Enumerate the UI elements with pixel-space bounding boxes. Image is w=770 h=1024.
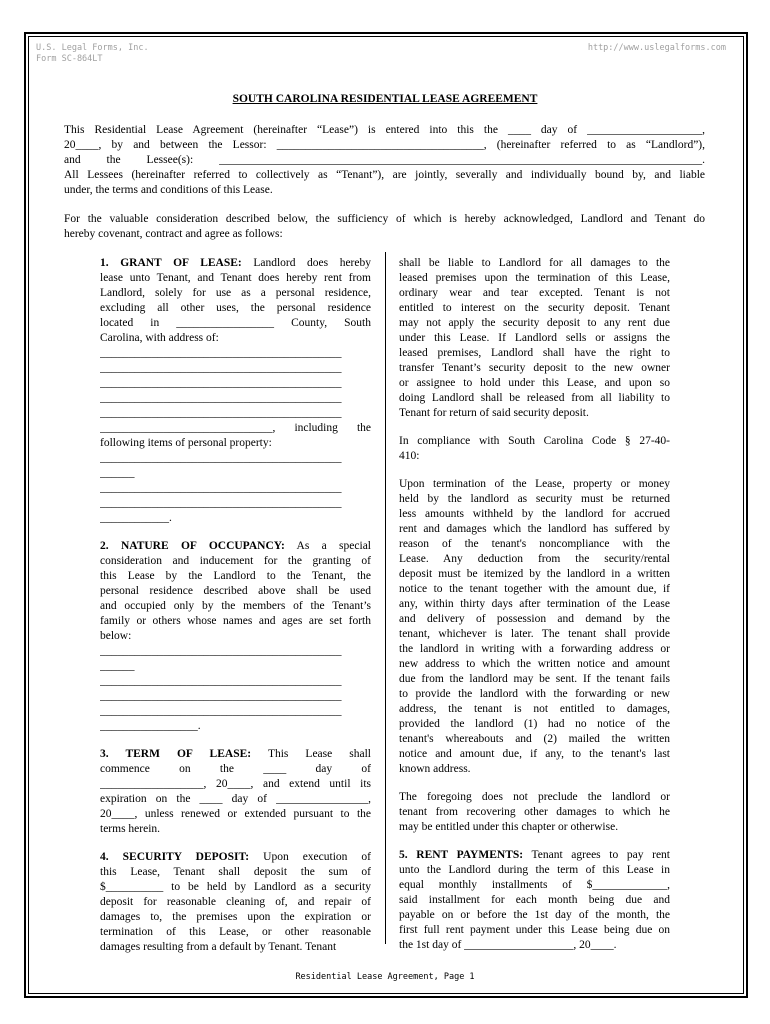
text-line: equal monthly installments of $_____________, xyxy=(399,879,670,891)
text-line: __________________________________________ xyxy=(100,497,342,509)
text-line: ordinary wear and tear excepted. Tenant is not xyxy=(399,287,670,299)
text-line: doing Landlord shall be released from all liability to xyxy=(399,392,670,404)
text-line: and occupied only by the members of the Tenant’s xyxy=(100,600,371,612)
text-line: __________________________________________ xyxy=(100,362,342,374)
text-line: __________________________________________ xyxy=(100,392,342,404)
text-line: known address. xyxy=(399,763,471,775)
intro-line-1: This Residential Lease Agreement (hereinafter “Lease”) is entered into this the ____ day of ____________________, xyxy=(64,124,705,136)
text-line: Landlord, solely for use as a personal residence, xyxy=(100,287,371,299)
text-line: deposit for reasonable cleaning of, and repair of xyxy=(100,896,371,908)
section-1-first-line xyxy=(100,256,371,271)
text-line: due from the landlord may be sent. If the tenant fails xyxy=(399,673,670,685)
text-line: notice to the tenant together with the amount due, if xyxy=(399,583,670,595)
text-line: leased premises upon the termination of this Lease, xyxy=(399,272,670,284)
text-line: personal residence described above shall be used xyxy=(100,585,371,597)
text-line: 410: xyxy=(399,450,420,462)
section-4-heading: 4. SECURITY DEPOSIT: xyxy=(100,851,250,863)
section-5-text: Tenant agrees to pay rent xyxy=(531,849,670,861)
text-line: rent and damages which the landlord has suffered by xyxy=(399,523,670,535)
text-line: ______ xyxy=(100,467,135,479)
text-line: said installment for each month being due and xyxy=(399,894,670,906)
text-line: The foregoing does not preclude the landlord or xyxy=(399,791,670,803)
text-line: payable on or before the 1st day of the month, the xyxy=(399,909,670,921)
text-line: __________________________________________ xyxy=(100,690,342,702)
text-line: tenant, whichever is later. The tenant shall provide xyxy=(399,628,670,640)
text-line: excluding all other uses, the personal residence xyxy=(100,302,371,314)
header-company: U.S. Legal Forms, Inc. xyxy=(36,43,149,53)
text-line: ______ xyxy=(100,660,135,672)
text-line: to provide the landlord with the forwarding or new xyxy=(399,688,670,700)
text-line: damages to, the premises upon the expiration or xyxy=(100,911,371,923)
text-line: held by the landlord as security must be returned xyxy=(399,493,670,505)
text-line: this Lease by the Landlord to the Tenant, the xyxy=(100,570,371,582)
statute-paragraph xyxy=(399,477,670,777)
text-line: Carolina, with address of: xyxy=(100,332,219,344)
section-4-first-line xyxy=(100,850,371,865)
section-2-body xyxy=(100,554,371,734)
foregoing-paragraph xyxy=(399,790,670,835)
sc-code-paragraph xyxy=(399,434,670,464)
text-line: following items of personal property: xyxy=(100,437,272,449)
text-line: __________________________________________ xyxy=(100,407,342,419)
text-line: ______________________________, including the xyxy=(100,422,371,434)
text-line: In compliance with South Carolina Code § 27-40- xyxy=(399,435,670,447)
text-line: the landlord in writing with a forwarding address or xyxy=(399,643,670,655)
text-line: notice and amount due, if any, to the tenant's last xyxy=(399,748,670,760)
text-line: provided the landlord (1) had no notice of the xyxy=(399,718,670,730)
text-line: located in _________________ County, South xyxy=(100,317,371,329)
text-line: family or others whose names and ages are set forth xyxy=(100,615,371,627)
text-line: any, within thirty days after termination of the Lease xyxy=(399,598,670,610)
text-line: __________________________________________ xyxy=(100,675,342,687)
text-line: may be entitled under this chapter or otherwise. xyxy=(399,821,619,833)
section-2-first-line xyxy=(100,539,371,554)
section-1-text: Landlord does hereby xyxy=(253,257,371,269)
text-line: __________________________________________ xyxy=(100,482,342,494)
section-2-text: As a special xyxy=(296,540,371,552)
section-3-heading: 3. TERM OF LEASE: xyxy=(100,748,252,760)
section-2-heading: 2. NATURE OF OCCUPANCY: xyxy=(100,540,285,552)
consideration-line-1: For the valuable consideration described below, the sufficiency of which is hereby acknowledged, Landlord and Tenant do xyxy=(64,213,705,225)
text-line: this Lease, Tenant shall deposit the sum of xyxy=(100,866,371,878)
column-divider xyxy=(385,252,386,944)
text-line: termination of this Lease, or other reasonable xyxy=(100,926,371,938)
section-3-first-line xyxy=(100,747,371,762)
text-line: or assignee to hold under this Lease, and upon so xyxy=(399,377,670,389)
document-title: SOUTH CAROLINA RESIDENTIAL LEASE AGREEMENT xyxy=(232,93,538,105)
text-line: may not apply the security deposit to any rent due xyxy=(399,317,670,329)
text-line: __________________, 20____, and extend until its xyxy=(100,778,371,790)
text-line: Upon termination of the Lease, property or money xyxy=(399,478,670,490)
text-line: consideration and inducement for the granting of xyxy=(100,555,371,567)
text-line: unto the Landlord during the term of this Lease in xyxy=(399,864,670,876)
header-form-id: Form SC-864LT xyxy=(36,54,103,64)
text-line: Tenant for return of said security deposit. xyxy=(399,407,589,419)
intro-line-3: and the Lessee(s): ____________________________________________________________________________________. xyxy=(64,154,705,166)
section-5-heading: 5. RENT PAYMENTS: xyxy=(399,849,524,861)
text-line: commence on the ____ day of xyxy=(100,763,371,775)
page-footer: Residential Lease Agreement, Page 1 xyxy=(295,972,475,982)
text-line: expiration on the ____ day of ________________, xyxy=(100,793,371,805)
text-line: transfer Tenant’s security deposit to the new owner xyxy=(399,362,670,374)
intro-line-4: All Lessees (hereinafter referred to collectively as “Tenant”), are jointly, severally and individually bound by, and liable xyxy=(64,169,705,181)
text-line: __________________________________________ xyxy=(100,645,342,657)
text-line: new address to which the written notice and amount xyxy=(399,658,670,670)
section-4-text: Upon execution of xyxy=(263,851,371,863)
text-line: address, the tenant is not entitled to damages, xyxy=(399,703,670,715)
deposit-liability-paragraph xyxy=(399,256,670,421)
text-line: lease unto Tenant, and Tenant does hereby rent from xyxy=(100,272,371,284)
text-line: __________________________________________ xyxy=(100,347,342,359)
text-line: ____________. xyxy=(100,512,172,524)
text-line: _________________. xyxy=(100,720,201,732)
section-1-body xyxy=(100,271,371,526)
header-url[interactable]: http://www.uslegalforms.com xyxy=(587,43,726,53)
text-line: terms herein. xyxy=(100,823,161,835)
text-line: first full rent payment under this Lease being due on xyxy=(399,924,670,936)
text-line: under this Lease. If Landlord sells or assigns the xyxy=(399,332,670,344)
text-line: and delivery of possession and demand by the xyxy=(399,613,670,625)
section-3-text: This Lease shall xyxy=(267,748,371,760)
text-line: __________________________________________ xyxy=(100,377,342,389)
text-line: reason of the tenant's noncompliance with the xyxy=(399,538,670,550)
left-column xyxy=(100,256,371,955)
text-line: less amounts withheld by the landlord for accrued xyxy=(399,508,670,520)
text-line: below: xyxy=(100,630,132,642)
text-line: 20____, unless renewed or extended pursuant to the xyxy=(100,808,371,820)
text-line: $__________ to be held by Landlord as a security xyxy=(100,881,371,893)
text-line: tenant's whereabouts and (2) mailed the written xyxy=(399,733,670,745)
intro-line-5: under, the terms and conditions of this Lease. xyxy=(64,184,273,196)
text-line: __________________________________________ xyxy=(100,705,342,717)
section-1-heading: 1. GRANT OF LEASE: xyxy=(100,257,242,269)
text-line: damages resulting from a default by Tenant. Tenant xyxy=(100,941,337,953)
right-column xyxy=(399,256,670,953)
text-line: the 1st day of ___________________, 20____. xyxy=(399,939,617,951)
text-line: Lease. Any deduction from the security/rental xyxy=(399,553,670,565)
section-5-first-line xyxy=(399,848,670,863)
section-4-body xyxy=(100,865,371,955)
text-line: __________________________________________ xyxy=(100,452,342,464)
text-line: deposit must be itemized by the landlord in a written xyxy=(399,568,670,580)
consideration-line-2: hereby covenant, contract and agree as follows: xyxy=(64,228,283,240)
text-line: leased premises, Landlord shall have the right to xyxy=(399,347,670,359)
text-line: tenant from recovering other damages to which he xyxy=(399,806,670,818)
intro-line-2: 20____, by and between the Lessor: ____________________________________, (hereinafter referred to as “Landlord”), xyxy=(64,139,705,151)
text-line: shall be liable to Landlord for all damages to the xyxy=(399,257,670,269)
section-5-body xyxy=(399,863,670,953)
text-line: entitled to interest on the security deposit. Tenant xyxy=(399,302,670,314)
section-3-body xyxy=(100,762,371,837)
